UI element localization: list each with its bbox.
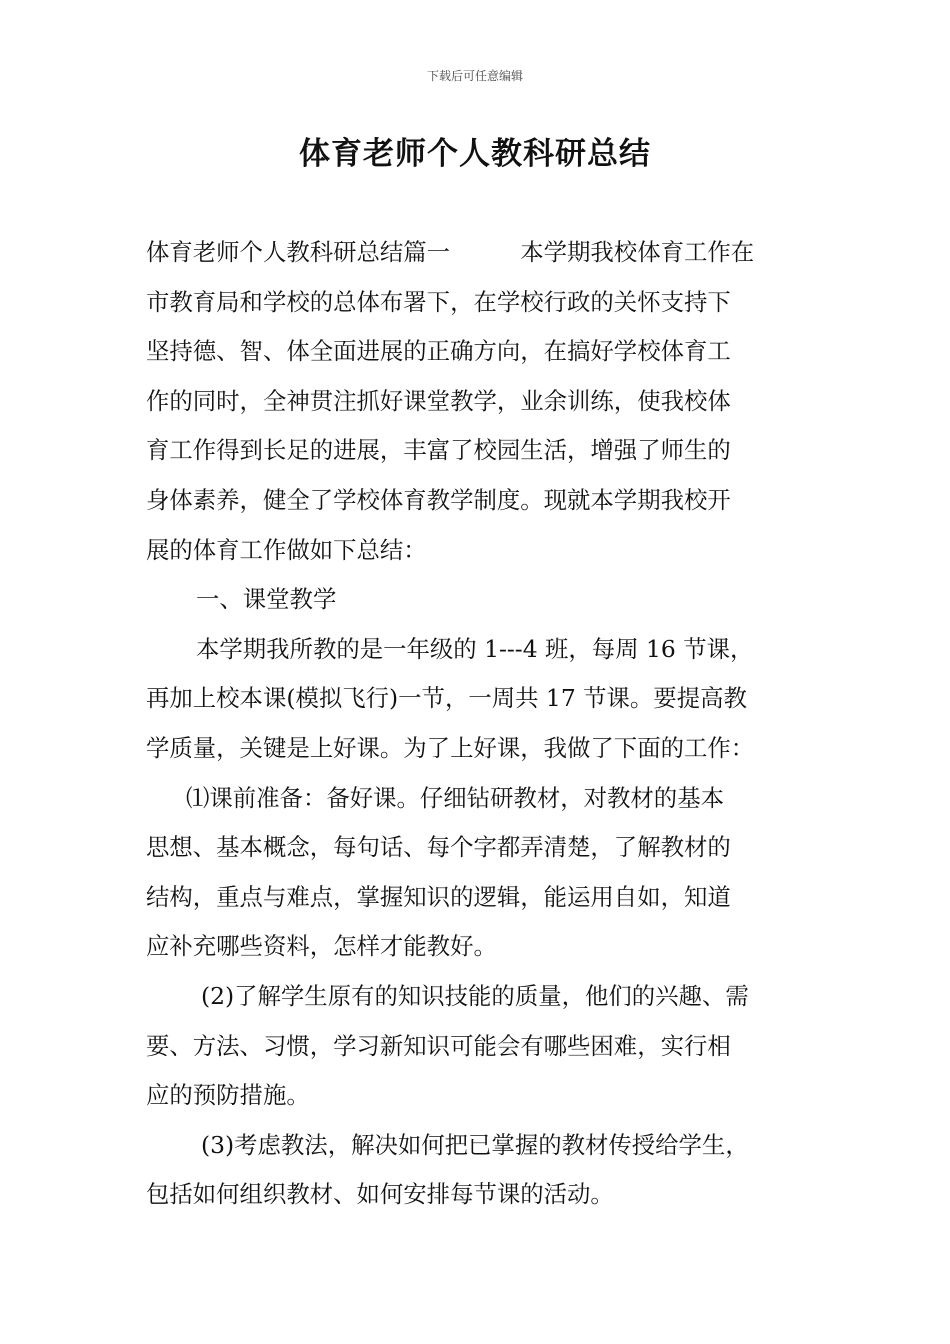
header-note: 下载后可任意编辑 — [426, 69, 523, 83]
body-line: ⑴课前准备：备好课。仔细钻研教材，对教材的基本 — [186, 783, 724, 812]
document-title: 体育老师个人教科研总结 — [299, 136, 651, 172]
body-line: 要、方法、习惯，学习新知识可能会有哪些困难，实行相 — [146, 1031, 731, 1060]
body-line: (2)了解学生原有的知识技能的质量，他们的兴趣、需 — [201, 981, 749, 1010]
section-heading: 一、课堂教学 — [196, 585, 337, 614]
body-line: 育工作得到长足的进展，丰富了校园生活，增强了师生的 — [146, 436, 731, 465]
body-line: 坚持德、智、体全面进展的正确方向，在搞好学校体育工 — [146, 337, 731, 366]
body-line: 包括如何组织教材、如何安排每节课的活动。 — [146, 1180, 614, 1209]
body-line: 结构，重点与难点，掌握知识的逻辑，能运用自如，知道 — [146, 882, 731, 911]
body-line: 再加上校本课(模拟飞行)一节，一周共 17 节课。要提高教 — [146, 684, 747, 713]
body-line: 本学期我所教的是一年级的 1---4 班，每周 16 节课， — [196, 634, 754, 663]
body-line: 应补充哪些资料，怎样才能教好。 — [146, 932, 497, 961]
body-line: 体育老师个人教科研总结篇一 本学期我校体育工作在 — [146, 238, 755, 266]
body-line: 思想、基本概念，每句话、每个字都弄清楚，了解教材的 — [146, 833, 731, 862]
body-line: 市教育局和学校的总体布署下，在学校行政的关怀支持下 — [146, 287, 731, 316]
body-line: 身体素养，健全了学校体育教学制度。现就本学期我校开 — [146, 485, 731, 514]
document-body — [146, 228, 808, 1220]
body-line: 展的体育工作做如下总结： — [146, 535, 427, 564]
body-line: (3)考虑教法，解决如何把已掌握的教材传授给学生， — [201, 1130, 749, 1159]
body-line: 应的预防措施。 — [146, 1081, 310, 1110]
body-line: 作的同时，全神贯注抓好课堂教学，业余训练，使我校体 — [146, 386, 731, 415]
body-line: 学质量，关键是上好课。为了上好课，我做了下面的工作： — [146, 733, 755, 762]
